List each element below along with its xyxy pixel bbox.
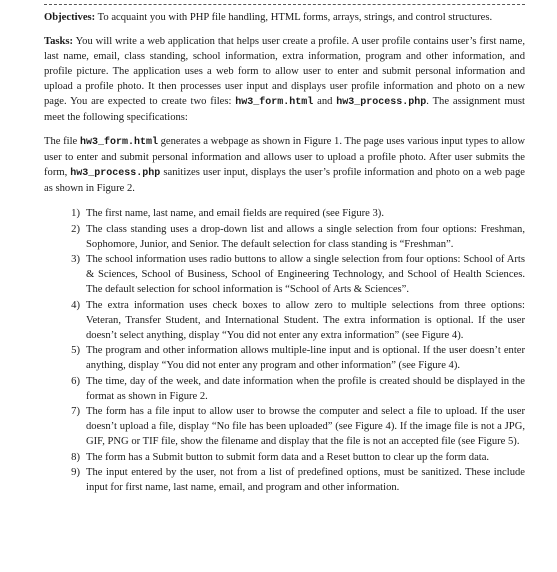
spec-item — [44, 222, 525, 252]
spec-number: 9) — [71, 467, 80, 478]
tasks-text-2: and — [313, 96, 337, 107]
spec-item — [44, 206, 525, 221]
objectives-label: Objectives: — [44, 12, 96, 23]
spec-item — [44, 374, 525, 404]
tasks-file-process: hw3_process.php — [336, 97, 427, 108]
intro-text-2: generates a webpage as shown in Figure 1. The page uses various input types to allow user to enter and submit personal information and allows user to upload a profile photo. After user submits the form, — [44, 136, 525, 178]
specification-list — [44, 206, 525, 495]
spec-number: 8) — [71, 451, 80, 463]
intro-text-1: The file — [44, 136, 80, 147]
objectives-paragraph — [44, 10, 525, 25]
objectives-text: To acquaint you with PHP file handling, HTML forms, arrays, strings, and control structures. — [95, 12, 493, 23]
spec-item — [44, 298, 525, 343]
spec-text: The form has a file input to allow user to browse the computer and select a file to upload. If the user doesn’t upload a file, display “No file has been uploaded” (see Figure 4). If the image file is not a JPG, GIF, PNG or TIF file, show the filename and display that the file is not an accepted file (see Figure 5). — [86, 406, 525, 447]
tasks-label: Tasks: — [44, 36, 74, 47]
spec-text: The input entered by the user, not from a list of predefined options, must be sanitized. These include input for first name, last name, email, and program and other information. — [86, 467, 525, 493]
intro-file-process: hw3_process.php — [70, 168, 161, 179]
spec-item — [44, 404, 525, 449]
spec-number: 4) — [71, 299, 80, 311]
spec-item — [44, 252, 525, 297]
spec-number: 3) — [71, 254, 80, 265]
spec-text: The program and other information allows multiple-line input and is optional. If the user doesn’t enter anything, display “You did not enter any program and other information” (see Figure 4). — [86, 345, 525, 371]
spec-number: 1) — [71, 208, 80, 219]
spec-item — [44, 465, 525, 495]
spec-item — [44, 343, 525, 373]
spec-text: The time, day of the week, and date information when the profile is created should be displayed in the format as shown in Figure 2. — [86, 375, 525, 402]
tasks-file-form: hw3_form.html — [235, 97, 314, 108]
spec-text: The first name, last name, and email fields are required (see Figure 3). — [86, 208, 384, 219]
spec-number: 5) — [71, 345, 80, 356]
spec-text: The school information uses radio buttons to allow a single selection from four options: School of Arts & Sciences, School of Business, School of Engineering Technology, and School of Health Sciences. The default selection for school information is “School of Arts & Sciences”. — [86, 254, 525, 295]
spec-number: 7) — [71, 406, 80, 417]
intro-file-form: hw3_form.html — [79, 137, 158, 148]
intro-text-3: sanitizes user input, displays the user’s profile information and photo on a web page as shown in Figure 2. — [44, 167, 525, 194]
spec-number: 2) — [71, 223, 80, 235]
spec-number: 6) — [71, 375, 80, 387]
top-divider — [44, 4, 525, 5]
tasks-text-1: You will write a web application that helps user create a profile. A user profile contains user’s first name, last name, email, class standing, school information, extra information, program and other information, and profile picture. The application uses a web form to allow user to enter and submit personal information and upload a profile photo. It then processes user input and displays user profile information and photo on a new page. You are expected to create two files: — [44, 36, 525, 107]
tasks-paragraph — [44, 34, 525, 125]
spec-text: The extra information uses check boxes to allow zero to multiple selections from three options: Veteran, Transfer Student, and International Student. The extra information is optional. If the user doesn’t select anything, display “You did not enter any extra information” (see Figure 4). — [86, 299, 525, 341]
spec-text: The class standing uses a drop-down list and allows a single selection from four options: Freshman, Sophomore, Junior, and Senior. The default selection for class standing is “Freshman”. — [86, 223, 525, 250]
intro-paragraph — [44, 134, 525, 196]
tasks-text-3: . The assignment must meet the following specifications: — [44, 96, 525, 123]
spec-text: The form has a Submit button to submit form data and a Reset button to clear up the form data. — [86, 451, 490, 463]
spec-item — [44, 450, 525, 465]
